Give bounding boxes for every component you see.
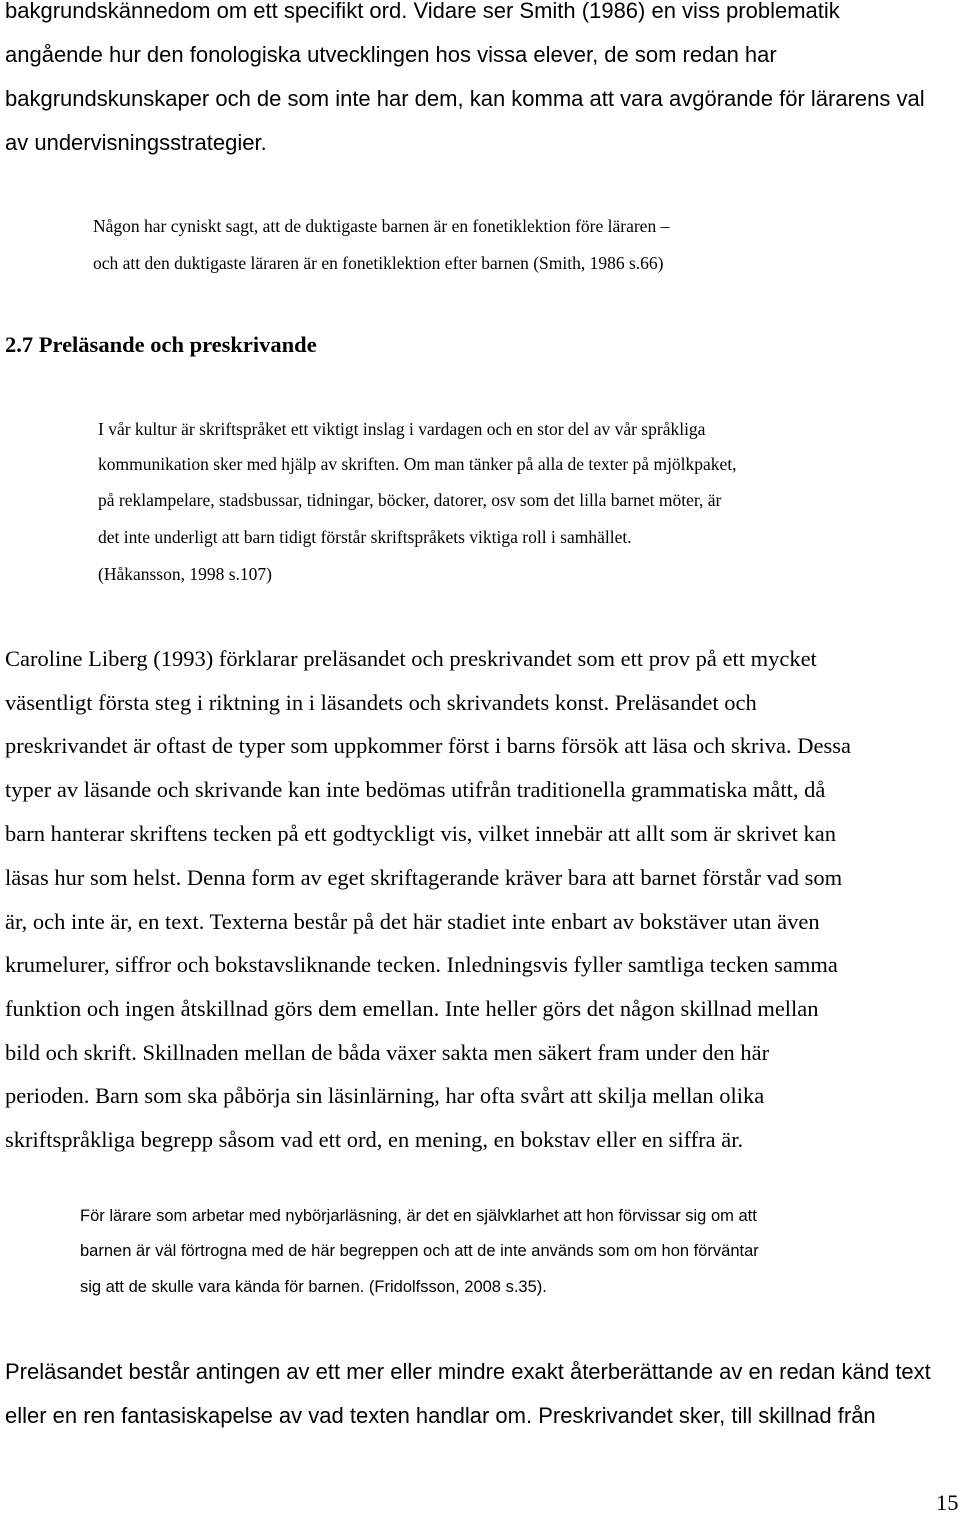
- quote-line: sig att de skulle vara kända för barnen. (Fridolfsson, 2008 s.35).: [80, 1278, 547, 1296]
- paragraph-2-line: väsentligt första steg i riktning in i läsandets och skrivandets konst. Preläsandet och: [5, 690, 757, 715]
- quote-line: och att den duktigaste läraren är en fonetiklektion efter barnen (Smith, 1986 s.66): [93, 253, 664, 273]
- paragraph-2-line: läsas hur som helst. Denna form av eget skriftagerande kräver bara att barnet förstår vad som: [5, 865, 843, 890]
- paragraph-2-line: funktion och ingen åtskillnad görs dem emellan. Inte heller görs det någon skillnad mellan: [5, 996, 819, 1021]
- paragraph-2-line: preskrivandet är oftast de typer som uppkommer först i barns försök att läsa och skriva. Dessa: [5, 733, 852, 758]
- paragraph-2-line: perioden. Barn som ska påbörja sin läsinlärning, har ofta svårt att skilja mellan olika: [5, 1083, 765, 1108]
- quote-line: på reklampelare, stadsbussar, tidningar, böcker, datorer, osv som det lilla barnet möter, är: [98, 490, 722, 510]
- paragraph-2-line: är, och inte är, en text. Texterna består på det här stadiet inte enbart av bokstäver utan även: [5, 909, 820, 934]
- quote-line: kommunikation sker med hjälp av skriften. Om man tänker på alla de texter på mjölkpaket,: [98, 454, 737, 474]
- paragraph-1-line: bakgrundskännedom om ett specifikt ord. Vidare ser Smith (1986) en viss problematik: [5, 0, 840, 23]
- paragraph-2-line: Caroline Liberg (1993) förklarar preläsandet och preskrivandet som ett prov på ett mycket: [5, 646, 817, 671]
- paragraph-3-line: eller en ren fantasiskapelse av vad texten handlar om. Preskrivandet sker, till skillnad från: [5, 1403, 876, 1428]
- quote-line: För lärare som arbetar med nybörjarläsning, är det en självklarhet att hon förvissar sig om att: [80, 1207, 757, 1225]
- paragraph-2-line: typer av läsande och skrivande kan inte bedömas utifrån traditionella grammatiska mått, då: [5, 777, 826, 802]
- paragraph-2-line: bild och skrift. Skillnaden mellan de båda växer sakta men säkert fram under den här: [5, 1040, 770, 1065]
- paragraph-1-line: angående hur den fonologiska utvecklingen hos vissa elever, de som redan har: [5, 42, 777, 67]
- quote-line: (Håkansson, 1998 s.107): [98, 564, 273, 584]
- paragraph-3-line: Preläsandet består antingen av ett mer eller mindre exakt återberättande av en redan känd text: [5, 1359, 931, 1384]
- paragraph-1-line: av undervisningsstrategier.: [5, 130, 267, 155]
- paragraph-2-line: barn hanterar skriftens tecken på ett godtyckligt vis, vilket innebär att allt som är skrivet kan: [5, 821, 836, 846]
- quote-line: det inte underligt att barn tidigt förstår skriftspråkets viktiga roll i samhället.: [98, 527, 632, 547]
- quote-line: barnen är väl förtrogna med de här begreppen och att de inte används som om hon förväntar: [80, 1242, 759, 1260]
- paragraph-1-line: bakgrundskunskaper och de som inte har dem, kan komma att vara avgörande för lärarens val: [5, 86, 925, 111]
- section-heading: 2.7 Preläsande och preskrivande: [5, 332, 317, 357]
- page-number: 15: [936, 1490, 959, 1515]
- paragraph-2-line: skriftspråkliga begrepp såsom vad ett ord, en mening, en bokstav eller en siffra är.: [5, 1127, 744, 1152]
- quote-line: Någon har cyniskt sagt, att de duktigaste barnen är en fonetiklektion före läraren –: [93, 216, 670, 236]
- paragraph-2-line: krumelurer, siffror och bokstavsliknande tecken. Inledningsvis fyller samtliga tecken samma: [5, 952, 838, 977]
- quote-line: I vår kultur är skriftspråket ett viktigt inslag i vardagen och en stor del av vår språkliga: [98, 419, 706, 439]
